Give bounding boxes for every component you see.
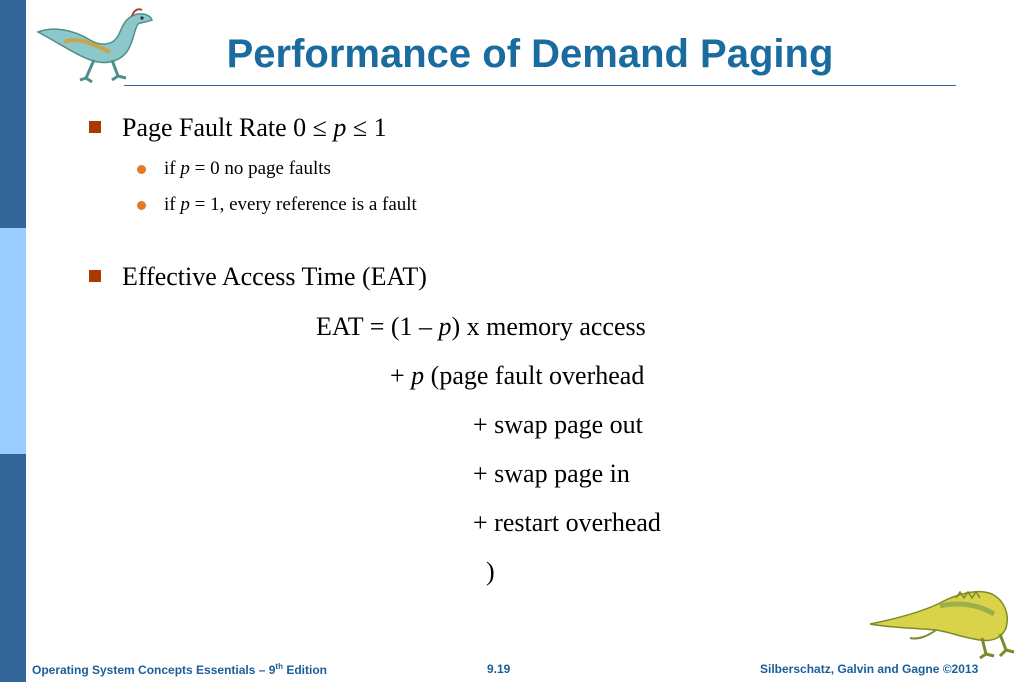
variable-p: p [180,158,190,179]
bullet-eat: Effective Access Time (EAT) [122,262,427,291]
equation-prefix: + [390,361,412,390]
square-bullet-icon [89,270,101,282]
equation-line-1 [316,312,646,342]
left-sidebar [0,0,26,682]
variable-p: p [333,113,347,142]
dinosaur-icon [34,6,156,86]
title-divider [124,85,956,86]
square-bullet-icon [89,121,101,133]
footer-title-suffix: Edition [282,663,327,677]
sub-bullet-no-faults [164,158,331,180]
sidebar-segment-middle [0,228,26,454]
equation-suffix: ) x memory access [451,312,646,341]
dinosaur-icon [866,580,1016,660]
variable-p: p [411,361,425,390]
equation-line-2 [390,361,644,391]
bullet-text-suffix: ≤ 1 [346,113,387,142]
equation-line-5: + restart overhead [473,508,661,537]
slide-title: Performance of Demand Paging [226,32,834,76]
round-bullet-icon [137,165,146,174]
sidebar-segment-bottom [0,454,26,682]
footer-book-title [32,662,327,677]
equation-suffix: (page fault overhead [424,361,645,390]
equation-line-6: ) [486,557,495,586]
round-bullet-icon [137,201,146,210]
variable-p: p [438,312,452,341]
bullet-page-fault-rate [122,113,387,143]
sidebar-segment-top [0,0,26,228]
variable-p: p [180,194,190,215]
footer-title-prefix: Operating System Concepts Essentials – 9 [32,663,276,677]
sub-bullet-suffix: = 0 no page faults [189,158,331,179]
footer-slide-number: 9.19 [487,662,511,676]
bullet-text-prefix: Page Fault Rate 0 ≤ [122,113,334,142]
sub-bullet-every-fault [164,194,417,216]
sub-bullet-prefix: if [164,158,181,179]
equation-line-3: + swap page out [473,410,643,439]
footer-title-sup: th [275,662,283,671]
sub-bullet-prefix: if [164,194,181,215]
equation-prefix: EAT = (1 – [316,312,439,341]
footer-copyright: Silberschatz, Galvin and Gagne ©2013 [760,662,979,676]
equation-line-4: + swap page in [473,459,630,488]
sub-bullet-suffix: = 1, every reference is a fault [189,194,417,215]
